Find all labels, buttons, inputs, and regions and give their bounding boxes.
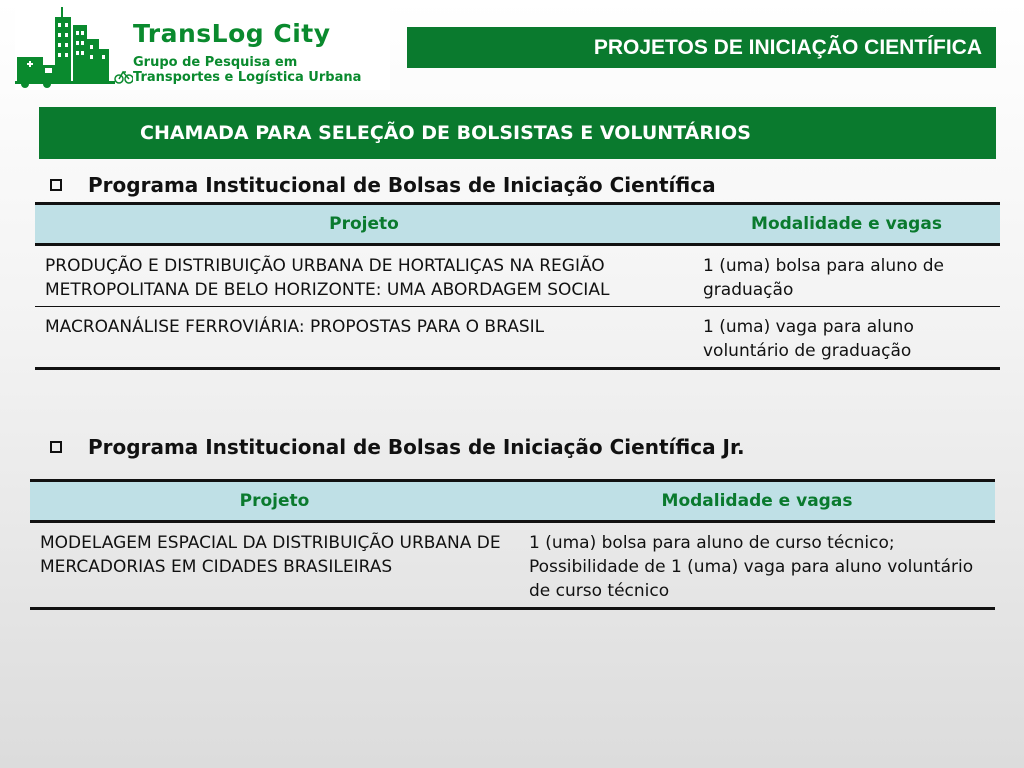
cell-modalidade: 1 (uma) bolsa para aluno de curso técnico; Possibilidade de 1 (uma) vaga para aluno voluntário de curso técnico [519, 522, 995, 609]
cell-modalidade: 1 (uma) vaga para aluno voluntário de graduação [693, 307, 1000, 369]
section-heading-ic [50, 173, 716, 197]
table-header-row [30, 481, 995, 522]
header-title: PROJETOS DE INICIAÇÃO CIENTÍFICA [407, 27, 996, 68]
cell-projeto: MODELAGEM ESPACIAL DA DISTRIBUIÇÃO URBANA DE MERCADORIAS EM CIDADES BRASILEIRAS [30, 522, 519, 609]
logo-subtitle-line2: Transportes e Logística Urbana [133, 70, 362, 85]
column-header-modalidade: Modalidade e vagas [519, 481, 995, 522]
cell-projeto: MACROANÁLISE FERROVIÁRIA: PROPOSTAS PARA O BRASIL [35, 307, 693, 369]
table-header-row [35, 204, 1000, 245]
table-row [35, 245, 1000, 307]
logo-name: TransLog City [133, 19, 331, 48]
cell-projeto: PRODUÇÃO E DISTRIBUIÇÃO URBANA DE HORTALIÇAS NA REGIÃO METROPOLITANA DE BELO HORIZONTE: UMA ABORDAGEM SOCIAL [35, 245, 693, 307]
checkbox-bullet-icon [50, 441, 62, 453]
column-header-projeto: Projeto [30, 481, 519, 522]
city-skyline-icon [15, 5, 133, 90]
checkbox-bullet-icon [50, 179, 62, 191]
column-header-projeto: Projeto [35, 204, 693, 245]
section-heading-ic-jr [50, 435, 745, 459]
logo [15, 5, 390, 90]
logo-subtitle-line1: Grupo de Pesquisa em [133, 55, 298, 70]
table-row [30, 522, 995, 609]
cell-modalidade: 1 (uma) bolsa para aluno de graduação [693, 245, 1000, 307]
projects-table-ic [35, 202, 1000, 370]
table-row [35, 307, 1000, 369]
column-header-modalidade: Modalidade e vagas [693, 204, 1000, 245]
call-banner: CHAMADA PARA SELEÇÃO DE BOLSISTAS E VOLUNTÁRIOS [39, 107, 996, 159]
projects-table-ic-jr [30, 479, 995, 610]
section-heading-text: Programa Institucional de Bolsas de Iniciação Científica [88, 173, 716, 197]
section-heading-text: Programa Institucional de Bolsas de Iniciação Científica Jr. [88, 435, 745, 459]
